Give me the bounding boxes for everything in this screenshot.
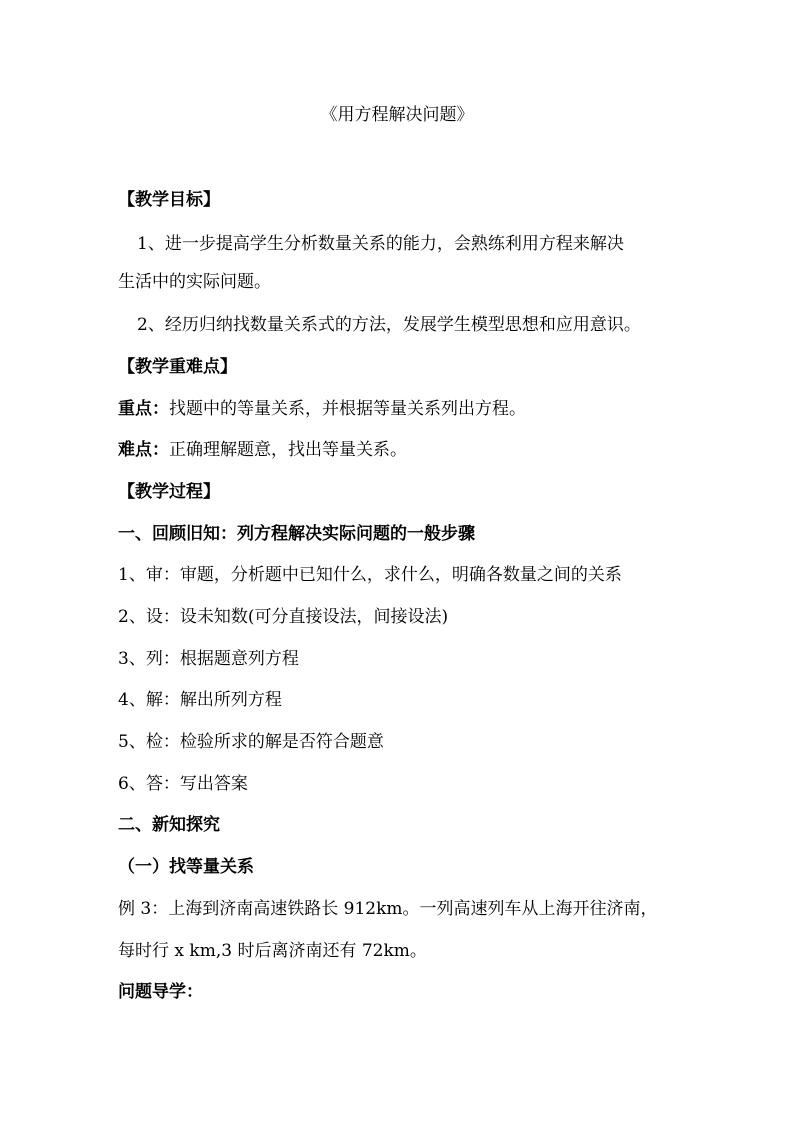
step-item: 4、解：解出所列方程 (118, 690, 282, 710)
process-heading: 【教学过程】 (118, 482, 220, 502)
goal-2: 2、经历归纳找数量关系式的方法，发展学生模型思想和应用意识。 (137, 315, 641, 335)
goal-1-line-1: 1、进一步提高学生分析数量关系的能力，会熟练利用方程来解决 (137, 234, 624, 254)
subsection-1-title: （一）找等量关系 (118, 857, 254, 877)
key-point-text: 找题中的等量关系，并根据等量关系列出方程。 (169, 399, 526, 419)
guide-label: 问题导学： (118, 982, 203, 1002)
difficult-point-text: 正确理解题意，找出等量关系。 (169, 440, 407, 460)
example-line-1: 例 3：上海到济南高速铁路长 912km。一列高速列车从上海开往济南， (118, 899, 658, 919)
section-1-title: 一、回顾旧知：列方程解决实际问题的一般步骤 (118, 524, 475, 544)
difficult-point-label: 难点： (118, 440, 169, 460)
step-item: 6、答：写出答案 (118, 774, 248, 794)
step-item: 2、设：设未知数(可分直接设法，间接设法) (118, 607, 449, 627)
goal-1-line-2: 生活中的实际问题。 (118, 272, 271, 292)
difficult-point-line (118, 436, 678, 464)
key-point-line (118, 395, 678, 423)
teaching-goals-heading: 【教学目标】 (118, 190, 220, 210)
step-item: 3、列：根据题意列方程 (118, 649, 299, 669)
step-item: 1、审：审题，分析题中已知什么，求什么，明确各数量之间的关系 (118, 565, 622, 585)
key-points-heading: 【教学重难点】 (118, 357, 237, 377)
section-2-title: 二、新知探究 (118, 815, 220, 835)
step-item: 5、检：检验所求的解是否符合题意 (118, 732, 384, 752)
key-point-label: 重点： (118, 399, 169, 419)
document-title: 《用方程解决问题》 (320, 105, 474, 125)
example-line-2: 每时行 x km,3 时后离济南还有 72km。 (118, 941, 427, 961)
